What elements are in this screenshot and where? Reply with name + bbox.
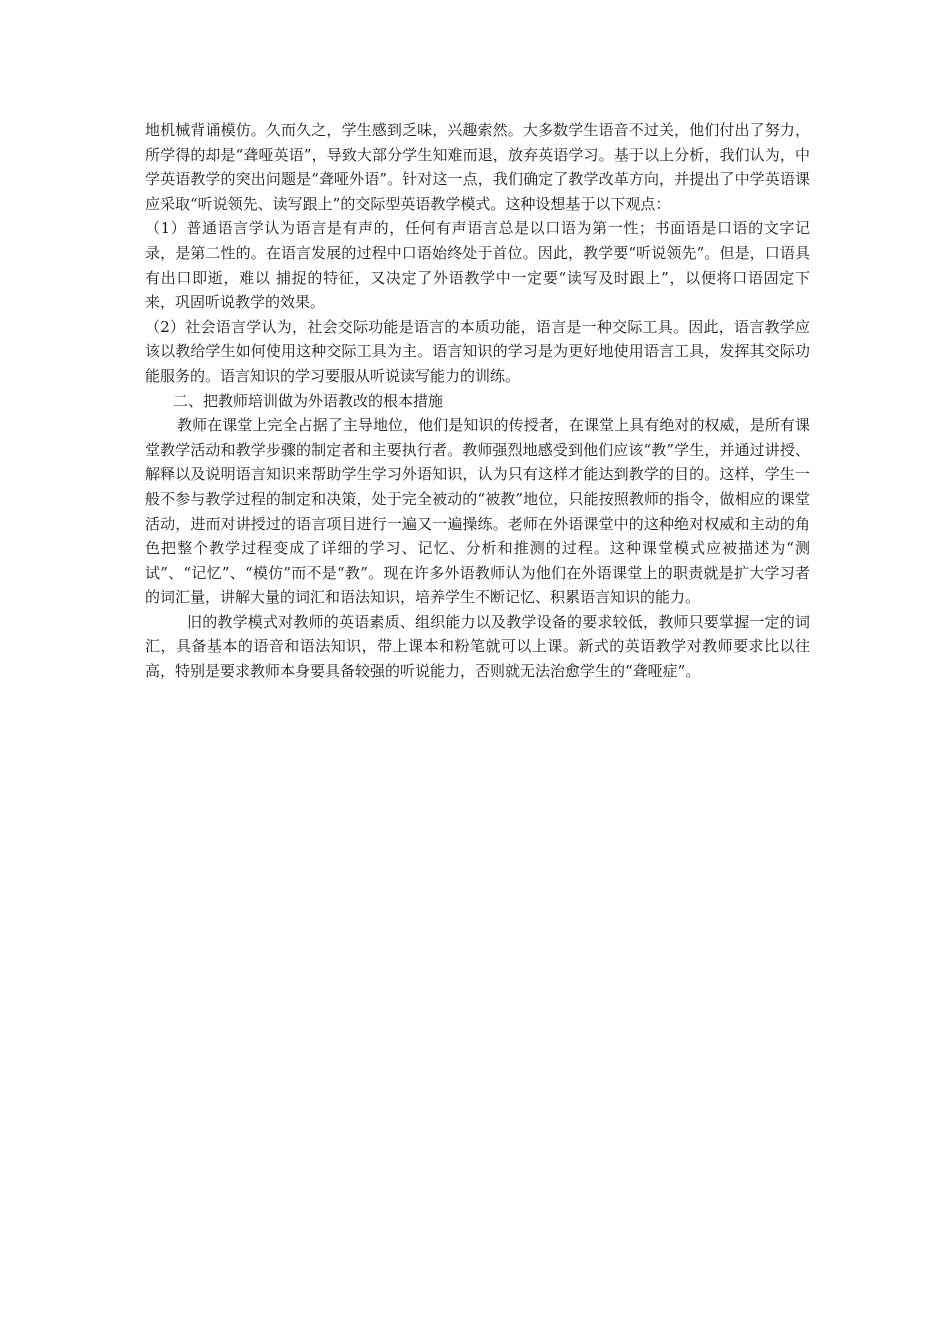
body-paragraph-teacher-role: 教师在课堂上完全占据了主导地位，他们是知识的传授者，在课堂上具有绝对的权威，是所有课堂教学活动和教学步骤的制定者和主要执行者。教师强烈地感受到他们应该“教”学生，并通过讲授、解释以及说明语言知识来帮助学生学习外语知识，认为只有这样才能达到教学的目的。这样，学生一般不参与教学过程的制定和决策，处于完全被动的“被教”地位，只能按照教师的指令，做相应的课堂活动，进而对讲授过的语言项目进行一遍又一遍操练。老师在外语课堂中的这种绝对权威和主动的角色把整个教学过程变成了详细的学习、记忆、分析和推测的过程。这种课堂模式应被描述为“测试”、“记忆”、“模仿”而不是“教”。现在许多外语教师认为他们在外语课堂上的职责就是扩大学习者的词汇量，讲解大量的词汇和语法知识，培养学生不断记忆、积累语言知识的能力。 [145,416,810,607]
section-heading: 二、把教师培训做为外语教改的根本措施 [173,391,444,410]
body-paragraph-intro: 地机械背诵模仿。久而久之，学生感到乏味，兴趣索然。大多数学生语音不过关，他们付出了努力，所学得的却是“聋哑英语”，导致大部分学生知难而退，放弃英语学习。基于以上分析，我们认为，中学英语教学的突出问题是“聋哑外语”。针对这一点，我们确定了教学改革方向，并提出了中学英语课应采取“听说领先、读写跟上”的交际型英语教学模式。这种设想基于以下观点： [145,121,810,213]
body-paragraph-old-model: 旧的教学模式对教师的英语素质、组织能力以及教学设备的要求较低，教师只要掌握一定的词汇，具备基本的语音和语法知识，带上课本和粉笔就可以上课。新式的英语教学对教师要求比以往高，特别是要求教师本身要具备较强的听说能力，否则就无法治愈学生的“聋哑症”。 [145,612,810,681]
body-paragraph-point-2: （2）社会语言学认为，社会交际功能是语言的本质功能，语言是一种交际工具。因此，语言教学应该以教给学生如何使用这种交际工具为主。语言知识的学习是为更好地使用语言工具，发挥其交际功能服务的。语言知识的学习要服从听说读写能力的训练。 [145,317,810,385]
document-body [145,118,810,684]
body-paragraph-point-1: （1）普通语言学认为语言是有声的，任何有声语言总是以口语为第一性；书面语是口语的文字记录，是第二性的。在语言发展的过程中口语始终处于首位。因此，教学要“听说领先”。但是，口语具有出口即逝，难以 捕捉的特征，又决定了外语教学中一定要“读写及时跟上”，以便将口语固定下来，巩固听说教学的效果。 [145,219,810,312]
